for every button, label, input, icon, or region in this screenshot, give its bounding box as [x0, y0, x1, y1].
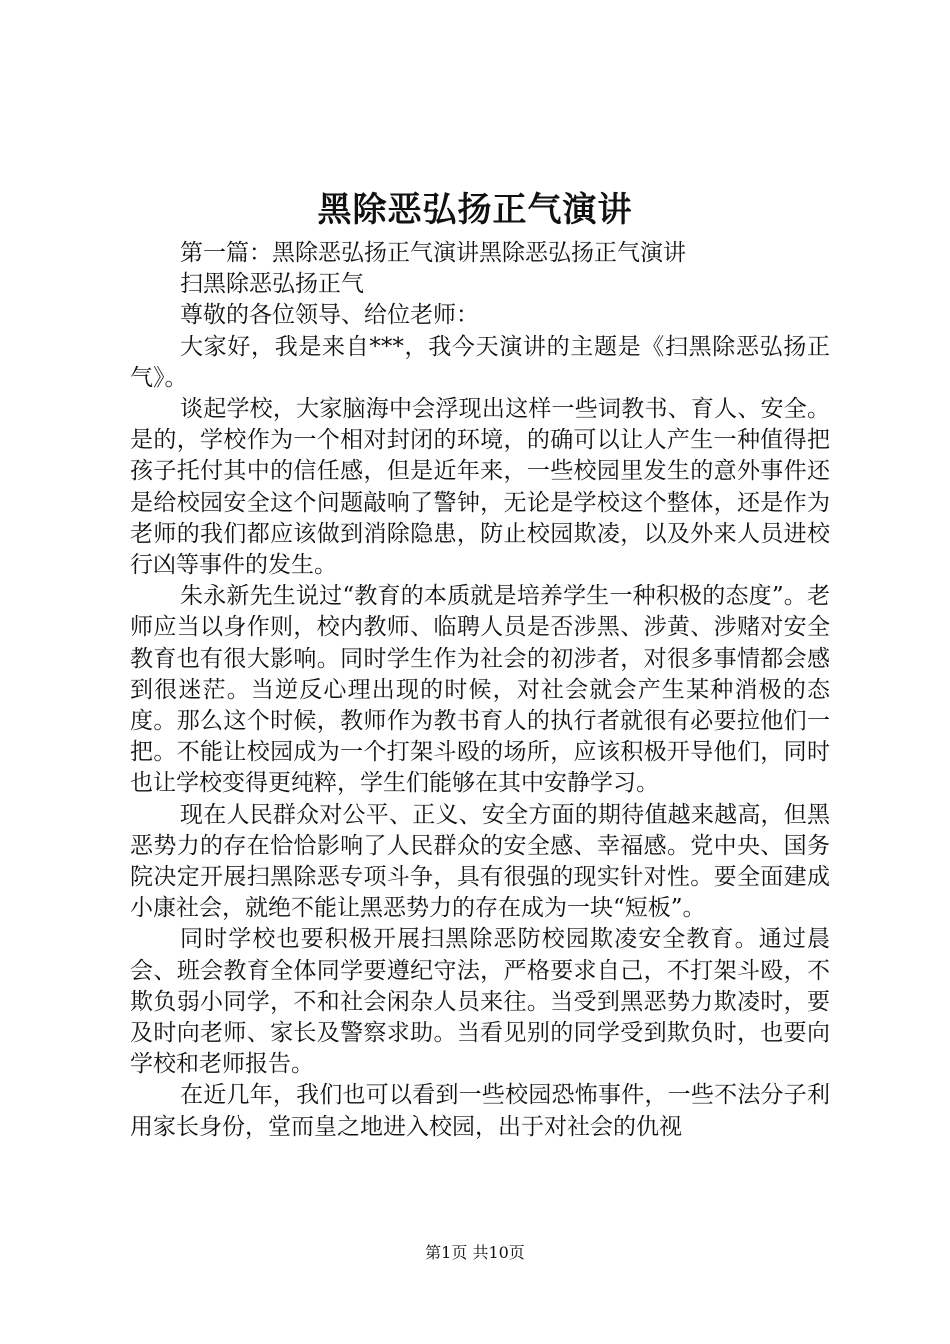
- paragraph-anti-bullying: 同时学校也要积极开展扫黑除恶防校园欺凌安全教育。通过晨会、班会教育全体同学要遵纪守法，严格要求自己，不打架斗殴，不欺负弱小同学，不和社会闲杂人员来往。当受到黑恶势力欺凌时，要及时向老师、家长及警察求助。当看见别的同学受到欺负时，也要向学校和老师报告。: [130, 926, 830, 1078]
- paragraph-campus-incidents: 在近几年，我们也可以看到一些校园恐怖事件，一些不法分子利用家长身份，堂而皇之地进入校园，出于对社会的仇视: [130, 1082, 830, 1140]
- paragraph-school-safety: 谈起学校，大家脑海中会浮现出这样一些词教书、育人、安全。是的，学校作为一个相对封闭的环境，的确可以让人产生一种值得把孩子托付其中的信任感，但是近年来，一些校园里发生的意外事件还是给校园安全这个问题敲响了警钟，无论是学校这个整体，还是作为老师的我们都应该做到消除隐患，防止校园欺凌，以及外来人员进校行凶等事件的发生。: [130, 396, 830, 579]
- paragraph-salutation: 尊敬的各位领导、给位老师：: [180, 302, 479, 329]
- document-title: 黑除恶弘扬正气演讲: [317, 190, 633, 230]
- paragraph-education-essence: 朱永新先生说过“教育的本质就是培养学生一种积极的态度”。老师应当以身作则，校内教师、临聘人员是否涉黑、涉黄、涉赌对安全教育也有很大影响。同时学生作为社会的初涉者，对很多事情都会感到很迷茫。当逆反心理出现的时候，对社会就会产生某种消极的态度。那么这个时候，教师作为教书育人的执行者就很有必要拉他们一把。不能让校园成为一个打架斗殴的场所，应该积极开导他们，同时也让学校变得更纯粹，学生们能够在其中安静学习。: [130, 583, 830, 797]
- paragraph-public-expectation: 现在人民群众对公平、正义、安全方面的期待值越来越高，但黑恶势力的存在恰恰影响了人民群众的安全感、幸福感。党中央、国务院决定开展扫黑除恶专项斗争，具有很强的现实针对性。要全面建成小康社会，就绝不能让黑恶势力的存在成为一块“短板”。: [130, 801, 830, 922]
- page-number-footer: 第1页 共10页: [425, 1243, 525, 1262]
- paragraph-greeting: 大家好，我是来自***，我今天演讲的主题是《扫黑除恶弘扬正气》。: [130, 333, 830, 391]
- paragraph-subtitle: 扫黑除恶弘扬正气: [180, 271, 364, 298]
- paragraph-heading: 第一篇：黑除恶弘扬正气演讲黑除恶弘扬正气演讲: [180, 240, 686, 266]
- document-body: [130, 238, 830, 1143]
